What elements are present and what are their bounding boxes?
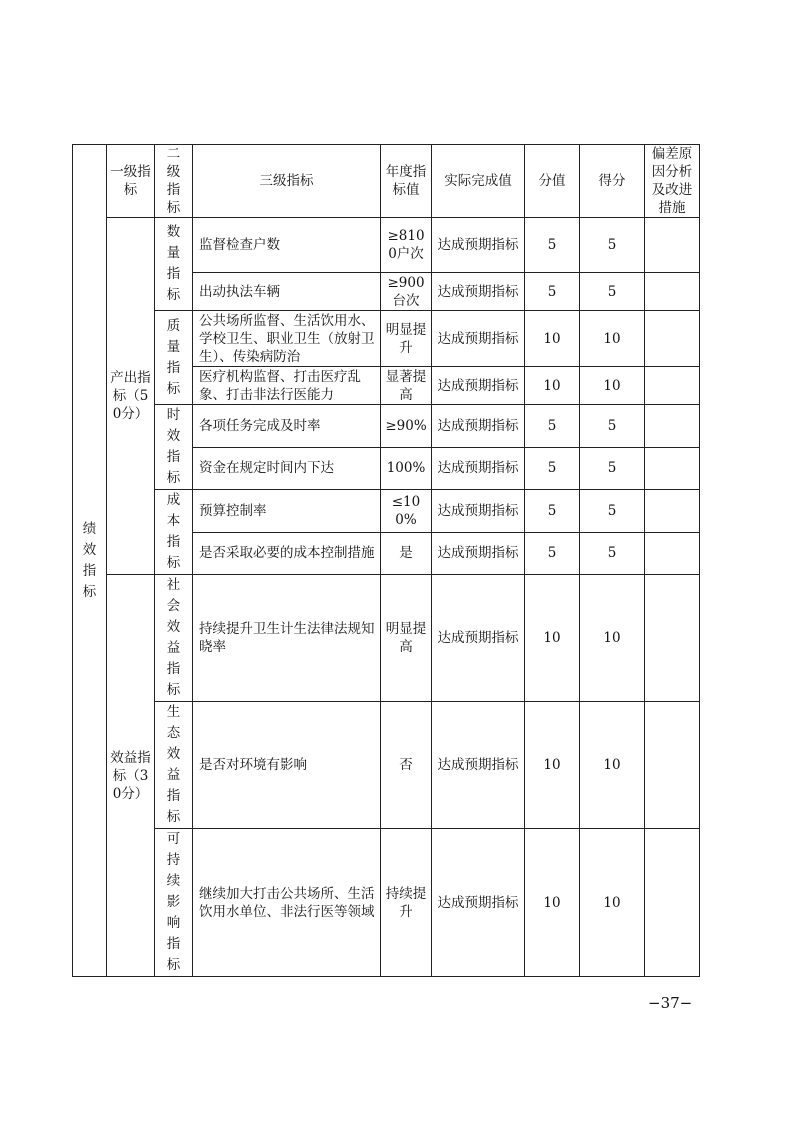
reason-cell — [645, 311, 700, 367]
obtained-cell: 10 — [580, 575, 645, 702]
level2-quality-cell — [155, 311, 193, 405]
reason-cell — [645, 447, 700, 490]
level2-sustain: 可持续影响指标 — [166, 831, 181, 973]
level2-sustain-cell — [155, 829, 193, 977]
obtained-cell: 10 — [580, 702, 645, 829]
score-cell: 10 — [525, 367, 580, 405]
target-cell: 持续提升 — [381, 829, 432, 977]
table-row — [73, 490, 700, 533]
obtained-cell: 5 — [580, 218, 645, 273]
score-cell: 5 — [525, 405, 580, 448]
actual-cell: 达成预期指标 — [432, 367, 525, 405]
table-row — [73, 218, 700, 273]
target-cell: 否 — [381, 702, 432, 829]
indicator-cell: 监督检查户数 — [193, 218, 381, 273]
level1-benefit: 效益指标（30分） — [107, 575, 155, 977]
actual-cell: 达成预期指标 — [432, 447, 525, 490]
table-row — [73, 405, 700, 448]
actual-cell: 达成预期指标 — [432, 405, 525, 448]
score-cell: 5 — [525, 490, 580, 533]
score-cell: 5 — [525, 447, 580, 490]
indicator-cell: 是否对环境有影响 — [193, 702, 381, 829]
header-score: 分值 — [525, 145, 580, 218]
target-cell: 显著提高 — [381, 367, 432, 405]
actual-cell: 达成预期指标 — [432, 218, 525, 273]
group-cell — [73, 145, 107, 977]
target-cell: ≥8100户次 — [381, 218, 432, 273]
header-actual: 实际完成值 — [432, 145, 525, 218]
reason-cell — [645, 490, 700, 533]
obtained-cell: 10 — [580, 311, 645, 367]
level2-cost-cell — [155, 490, 193, 575]
actual-cell: 达成预期指标 — [432, 702, 525, 829]
reason-cell — [645, 367, 700, 405]
level2-eco: 生态效益指标 — [166, 704, 181, 825]
level2-quality: 质量指标 — [166, 317, 181, 397]
obtained-cell: 5 — [580, 490, 645, 533]
header-annual: 年度指标值 — [381, 145, 432, 218]
indicator-cell: 医疗机构监督、打击医疗乱象、打击非法行医能力 — [193, 367, 381, 405]
actual-cell: 达成预期指标 — [432, 532, 525, 575]
table-row — [73, 829, 700, 977]
indicator-cell: 出动执法车辆 — [193, 273, 381, 311]
score-cell: 10 — [525, 702, 580, 829]
level2-timeliness: 时效指标 — [166, 407, 181, 486]
target-cell: ≥900台次 — [381, 273, 432, 311]
obtained-cell: 5 — [580, 405, 645, 448]
obtained-cell: 5 — [580, 273, 645, 311]
target-cell: 明显提升 — [381, 311, 432, 367]
target-cell: 100% — [381, 447, 432, 490]
reason-cell — [645, 405, 700, 448]
reason-cell — [645, 575, 700, 702]
level2-quantity: 数量指标 — [166, 224, 181, 303]
group-label: 绩效指标 — [82, 520, 97, 600]
indicator-cell: 持续提升卫生计生法律法规知晓率 — [193, 575, 381, 702]
header-level2-cell — [155, 145, 193, 218]
indicator-cell: 各项任务完成及时率 — [193, 405, 381, 448]
score-cell: 10 — [525, 829, 580, 977]
indicator-cell: 继续加大打击公共场所、生活饮用水单位、非法行医等领域 — [193, 829, 381, 977]
reason-cell — [645, 702, 700, 829]
actual-cell: 达成预期指标 — [432, 575, 525, 702]
level2-quantity-cell — [155, 218, 193, 311]
table-row — [73, 702, 700, 829]
header-level3: 三级指标 — [193, 145, 381, 218]
obtained-cell: 10 — [580, 367, 645, 405]
actual-cell: 达成预期指标 — [432, 273, 525, 311]
score-cell: 5 — [525, 532, 580, 575]
level2-cost: 成本指标 — [166, 492, 181, 571]
performance-table — [72, 144, 700, 977]
reason-cell — [645, 273, 700, 311]
target-cell: 明显提高 — [381, 575, 432, 702]
level2-social-cell — [155, 575, 193, 702]
level2-timeliness-cell — [155, 405, 193, 490]
level2-eco-cell — [155, 702, 193, 829]
reason-cell — [645, 218, 700, 273]
table-row — [73, 575, 700, 702]
actual-cell: 达成预期指标 — [432, 311, 525, 367]
header-level2: 二级指标 — [166, 146, 181, 216]
level1-output: 产出指标（50分） — [107, 218, 155, 575]
page-number: −37− — [648, 994, 693, 1012]
header-obtained: 得分 — [580, 145, 645, 218]
score-cell: 5 — [525, 273, 580, 311]
reason-cell — [645, 532, 700, 575]
indicator-cell: 资金在规定时间内下达 — [193, 447, 381, 490]
indicator-cell: 预算控制率 — [193, 490, 381, 533]
score-cell: 10 — [525, 311, 580, 367]
score-cell: 10 — [525, 575, 580, 702]
obtained-cell: 5 — [580, 447, 645, 490]
header-level1: 一级指标 — [107, 145, 155, 218]
actual-cell: 达成预期指标 — [432, 829, 525, 977]
indicator-cell: 公共场所监督、生活饮用水、学校卫生、职业卫生（放射卫生）、传染病防治 — [193, 311, 381, 367]
level2-social: 社会效益指标 — [166, 577, 181, 698]
target-cell: 是 — [381, 532, 432, 575]
target-cell: ≥90% — [381, 405, 432, 448]
reason-cell — [645, 829, 700, 977]
indicator-cell: 是否采取必要的成本控制措施 — [193, 532, 381, 575]
target-cell: ≤100% — [381, 490, 432, 533]
header-deviation: 偏差原因分析及改进措施 — [645, 145, 700, 218]
obtained-cell: 10 — [580, 829, 645, 977]
obtained-cell: 5 — [580, 532, 645, 575]
actual-cell: 达成预期指标 — [432, 490, 525, 533]
score-cell: 5 — [525, 218, 580, 273]
table-row — [73, 311, 700, 367]
